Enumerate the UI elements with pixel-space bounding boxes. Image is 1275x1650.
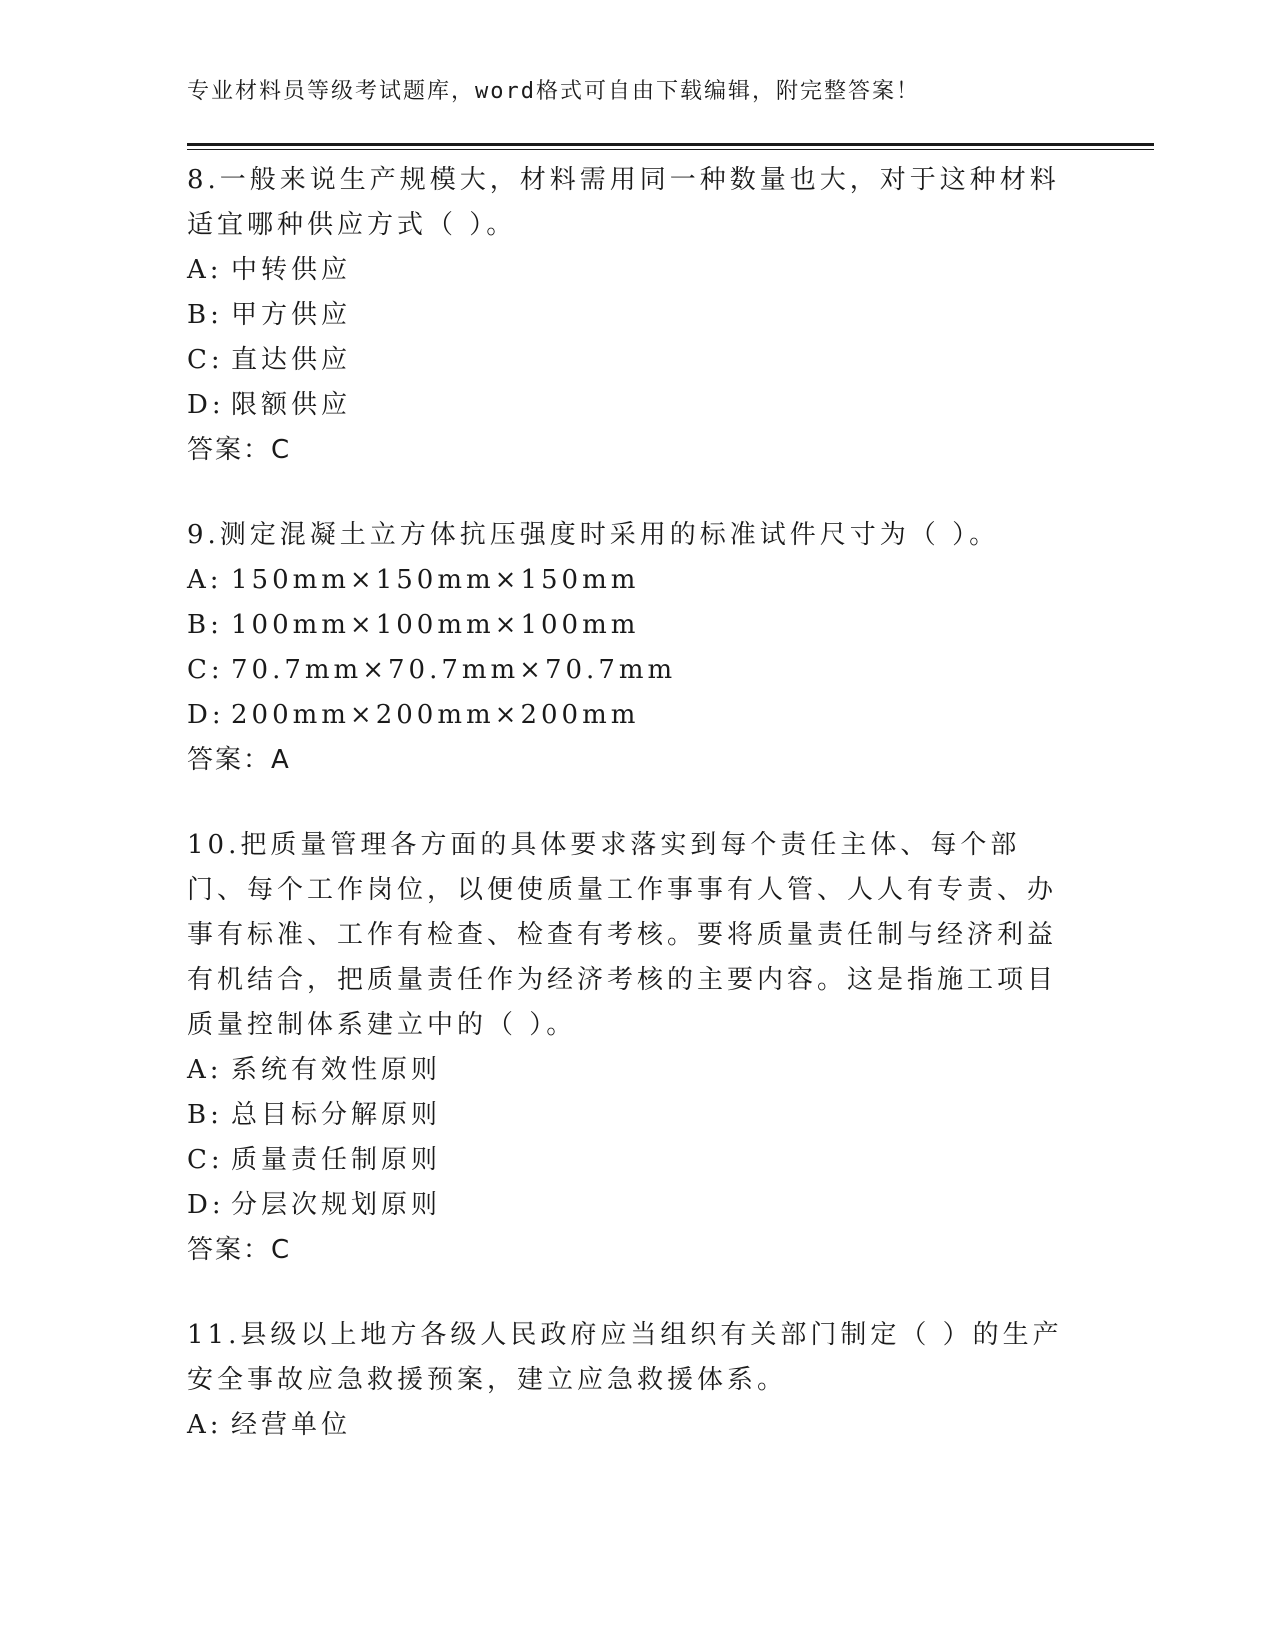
option-letter: C: [187,1145,224,1175]
option-d [187,383,1087,428]
question-stem: 10.把质量管理各方面的具体要求落实到每个责任主体、每个部门、每个工作岗位，以便使质量工作事事有人管、人人有专责、办事有标准、工作有检查、检查有考核。要将质量责任制与经济利益有机结合，把质量责任作为经济考核的主要内容。这是指施工项目质量控制体系建立中的（ ）。 [187,830,1058,1040]
option-text: 质量责任制原则 [231,1145,442,1175]
option-letter: B: [187,610,223,640]
option-text: 150mm×150mm×150mm [231,565,640,595]
question-stem: 9.测定混凝土立方体抗压强度时采用的标准试件尺寸为（ ）。 [187,520,1000,550]
option-text: 限额供应 [231,390,352,420]
option-a [187,558,1087,603]
option-letter: D: [187,1190,225,1220]
question-8 [187,158,1087,473]
option-letter: A: [187,565,223,595]
option-letter: B: [187,1100,223,1130]
option-c [187,1138,1087,1183]
option-text: 分层次规划原则 [231,1190,442,1220]
option-b [187,1093,1087,1138]
option-d [187,693,1087,738]
option-c [187,338,1087,383]
answer-label: 答案：C [187,1235,292,1265]
header-rule-thick [187,143,1154,146]
option-b [187,603,1087,648]
option-b [187,293,1087,338]
option-a [187,1048,1087,1093]
option-letter: D: [187,390,225,420]
option-letter: A: [187,1410,223,1440]
option-text: 200mm×200mm×200mm [231,700,640,730]
option-text: 100mm×100mm×100mm [231,610,640,640]
option-text: 系统有效性原则 [231,1055,442,1085]
option-letter: A: [187,255,223,285]
option-letter: C: [187,655,224,685]
question-list [187,158,1087,1488]
option-a [187,1403,1087,1448]
option-text: 经营单位 [231,1410,352,1440]
answer-label: 答案：C [187,435,292,465]
option-letter: D: [187,700,225,730]
option-text: 甲方供应 [231,300,352,330]
page-header: 专业材料员等级考试题库，word格式可自由下载编辑，附完整答案！ [187,79,920,104]
header-rule-thin [187,149,1154,150]
question-stem: 8.一般来说生产规模大，材料需用同一种数量也大，对于这种材料适宜哪种供应方式（ ）。 [187,165,1060,240]
option-c [187,648,1087,693]
option-text: 中转供应 [231,255,352,285]
option-text: 总目标分解原则 [231,1100,442,1130]
option-text: 70.7mm×70.7mm×70.7mm [231,655,677,685]
answer-label: 答案：A [187,745,291,775]
option-letter: A: [187,1055,223,1085]
question-9 [187,513,1087,783]
option-text: 直达供应 [231,345,352,375]
option-d [187,1183,1087,1228]
question-11 [187,1313,1087,1448]
option-a [187,248,1087,293]
option-letter: B: [187,300,223,330]
question-stem: 11.县级以上地方各级人民政府应当组织有关部门制定（ ）的生产安全事故应急救援预案，建立应急救援体系。 [187,1320,1063,1395]
question-10 [187,823,1087,1273]
option-letter: C: [187,345,224,375]
